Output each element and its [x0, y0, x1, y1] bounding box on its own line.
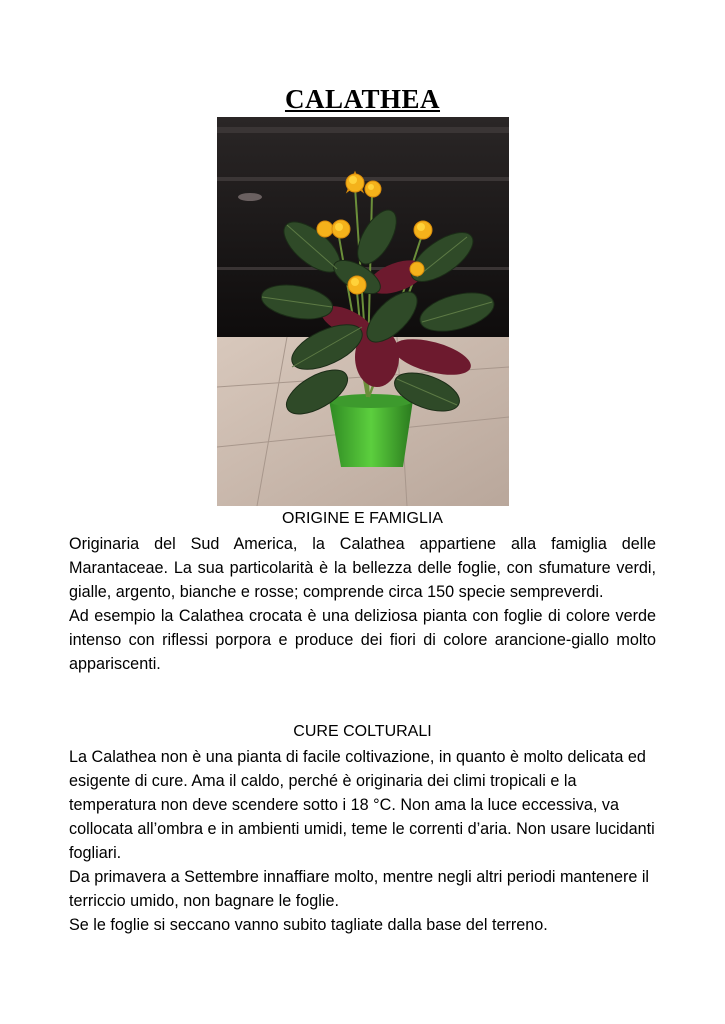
paragraph: Da primavera a Settembre innaffiare molto, mentre negli altri periodi mantenere il terriccio umido, non bagnare le foglie. — [69, 868, 650, 910]
paragraph: La Calathea non è una pianta di facile coltivazione, in quanto è molto delicata ed esigente di cure. Ama il caldo, perché è originaria dei climi tropicali e la temperatura non deve scendere sotto i 18 °C. Non ama la luce eccessiva, va collocata all’ombra e in ambienti umidi, teme le correnti d’aria. Non usare lucidanti fogliari. — [69, 748, 655, 862]
calathea-photo — [217, 117, 509, 506]
paragraph: Ad esempio la Calathea crocata è una deliziosa pianta con foglie di colore verde intenso con riflessi porpora e produce dei fiori di colore arancione-giallo molto appariscenti. — [69, 607, 656, 673]
document-title: CALATHEA — [284, 84, 441, 114]
paragraph: Originaria del Sud America, la Calathea appartiene alla famiglia delle Marantaceae. La sua particolarità è la bellezza delle foglie, con sfumature verdi, gialle, argento, bianche e rosse; comprende circa 150 specie sempreverdi. — [69, 535, 656, 601]
section-body-cure — [69, 745, 656, 937]
section-body-origine — [69, 532, 656, 676]
section-heading-origine: ORIGINE E FAMIGLIA — [282, 510, 443, 527]
paragraph: Se le foglie si seccano vanno subito tagliate dalla base del terreno. — [69, 916, 548, 934]
section-heading-cure: CURE COLTURALI — [293, 723, 432, 740]
